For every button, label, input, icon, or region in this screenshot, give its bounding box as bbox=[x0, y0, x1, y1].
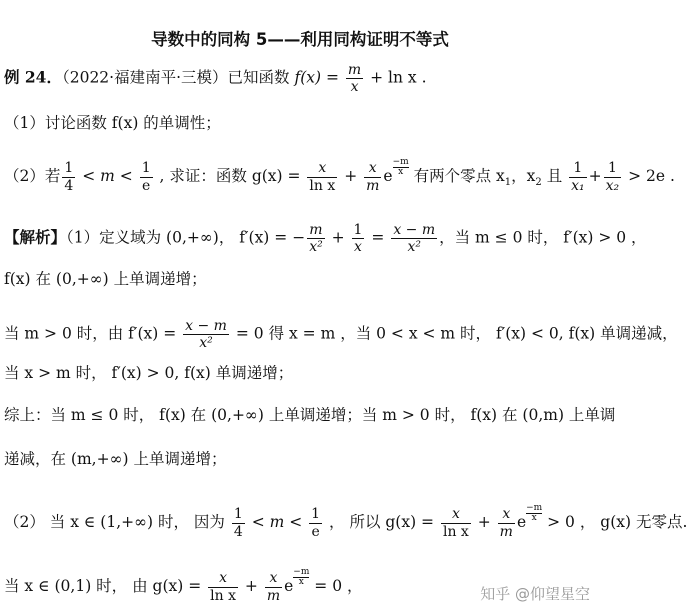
s1-f3d: x² bbox=[407, 239, 421, 256]
s7-frac2 bbox=[309, 506, 322, 539]
example-line bbox=[4, 62, 427, 95]
s8-e: e bbox=[284, 577, 294, 595]
s7-plus: + bbox=[472, 513, 496, 531]
s7-expd: x bbox=[531, 513, 537, 523]
solution-tag: 【解析】 bbox=[4, 227, 67, 247]
fx-fraction bbox=[346, 62, 363, 95]
s8-plus: + bbox=[239, 577, 263, 595]
p2-comma: ，x bbox=[511, 167, 536, 185]
s8-c: = 0 ， bbox=[309, 577, 363, 595]
p2-frac-e bbox=[140, 160, 153, 193]
p2-frac-14-den: 4 bbox=[64, 177, 74, 194]
document-title: 导数中的同构 5——利用同构证明不等式 bbox=[151, 30, 449, 49]
s7-g2 bbox=[498, 506, 515, 539]
p2-exponent bbox=[393, 158, 409, 177]
s8-g1 bbox=[208, 570, 238, 603]
s1-frac2 bbox=[352, 222, 365, 255]
fx-num: m bbox=[347, 62, 362, 78]
s7-exponent bbox=[526, 504, 542, 523]
s3-a: 当 m > 0 时，由 f′(x) = bbox=[4, 324, 182, 343]
p2-sub2: 2 bbox=[535, 177, 542, 188]
example-label: 例 24． bbox=[4, 67, 62, 87]
p2-prove: , 求证：函数 g(x) = bbox=[154, 167, 306, 185]
s8-a: 当 x ∈ (0,1) 时， 由 g(x) = bbox=[4, 577, 207, 595]
solution-line-4: 当 x > m 时， f′(x) > 0, f(x) 单调递增； bbox=[4, 364, 294, 382]
p2-e: e bbox=[383, 167, 393, 185]
s1-f3n: x − m bbox=[393, 222, 436, 238]
p2-g2-num: x bbox=[364, 160, 381, 177]
fx-den: x bbox=[350, 79, 359, 96]
s8-g2d: m bbox=[266, 587, 281, 604]
s1-f1d: x² bbox=[309, 239, 323, 256]
s7-g2d: m bbox=[499, 523, 513, 540]
s8-g1n: x bbox=[208, 570, 238, 587]
s1-eq: = bbox=[366, 228, 390, 247]
p2-g-frac1 bbox=[307, 160, 337, 193]
p2-sum-frac2 bbox=[604, 160, 622, 193]
p2-g2-den: m bbox=[366, 177, 380, 194]
s7-mid: < m < bbox=[246, 513, 308, 531]
solution-line-8 bbox=[4, 568, 363, 604]
p2-sub1: 1 bbox=[504, 177, 512, 188]
s8-g1d: ln x bbox=[210, 587, 236, 604]
s3-b: = 0 得 x = m ，当 0 < x < m 时， f′(x) < 0, f(x) 单调递减， bbox=[230, 324, 678, 343]
p2-mid: < m < bbox=[77, 167, 138, 185]
solution-line-3 bbox=[4, 318, 678, 351]
s7-expn: −m bbox=[526, 503, 543, 513]
fx-tail: + ln x . bbox=[365, 68, 427, 87]
s1-frac1 bbox=[307, 222, 325, 255]
solution-line-7 bbox=[4, 504, 687, 540]
s1-f2d: x bbox=[354, 239, 362, 256]
s8-g2n: x bbox=[265, 570, 282, 587]
s1-frac3 bbox=[391, 222, 437, 255]
s8-expn: −m bbox=[293, 567, 310, 577]
s7-b: ， 所以 g(x) = bbox=[324, 513, 439, 531]
s3-fn: x − m bbox=[185, 318, 227, 334]
s7-f1d: 4 bbox=[233, 523, 243, 540]
p2-sum-num1: 1 bbox=[569, 160, 587, 177]
p2-zeros: 有两个零点 x bbox=[408, 167, 505, 185]
p2-frac-e-num: 1 bbox=[141, 160, 151, 177]
p2-exp-num: −m bbox=[392, 157, 409, 167]
s7-g1 bbox=[441, 506, 471, 539]
s7-frac1 bbox=[232, 506, 245, 539]
example-given: 已知函数 bbox=[227, 68, 290, 87]
s7-e: e bbox=[516, 513, 527, 531]
p2-g-frac2 bbox=[364, 160, 381, 193]
s3-fd: x² bbox=[199, 335, 213, 352]
s3-frac bbox=[183, 318, 229, 351]
p2-sum-den1: x₁ bbox=[571, 177, 585, 194]
solution-line-6: 递减，在 (m,+∞) 上单调递增； bbox=[4, 450, 227, 468]
p2-frac-14 bbox=[62, 160, 75, 193]
p2-gt: > 2e . bbox=[623, 167, 675, 185]
solution-line-1 bbox=[4, 222, 647, 255]
p2-sum-num2: 1 bbox=[604, 160, 622, 177]
s7-c: > 0 ， g(x) 无零点. bbox=[542, 513, 687, 531]
p2-g1-den: ln x bbox=[309, 177, 336, 194]
p2-exp-den: x bbox=[398, 167, 404, 177]
p2-prefix: （2）若 bbox=[4, 167, 61, 185]
s1-b: ，当 m ≤ 0 时， f′(x) > 0 ， bbox=[439, 228, 647, 247]
s7-g1n: x bbox=[441, 506, 471, 523]
p2-and: 且 bbox=[541, 167, 568, 185]
solution-line-2: f(x) 在 (0,+∞) 上单调递增； bbox=[4, 270, 207, 288]
fx-lhs: f(x) = bbox=[294, 68, 344, 87]
p2-sum-frac1 bbox=[569, 160, 587, 193]
s1-a: （1）定义域为 (0,+∞)， f′(x) = − bbox=[66, 228, 306, 247]
part1-question: （1）讨论函数 f(x) 的单调性； bbox=[4, 114, 221, 132]
s1-f2n: 1 bbox=[353, 222, 363, 238]
s7-g2n: x bbox=[498, 506, 515, 523]
s8-exponent bbox=[293, 568, 309, 587]
s8-expd: x bbox=[298, 577, 304, 587]
s7-g1d: ln x bbox=[442, 523, 469, 540]
p2-g1-num: x bbox=[307, 160, 337, 177]
p2-frac-14-num: 1 bbox=[64, 160, 74, 177]
s1-plus: + bbox=[326, 228, 350, 247]
s7-f2d: e bbox=[311, 523, 320, 540]
p2-sum-den2: x₂ bbox=[605, 177, 620, 194]
watermark: 知乎 @仰望星空 bbox=[480, 585, 590, 603]
p2-frac-e-den: e bbox=[142, 177, 151, 194]
s8-g2 bbox=[265, 570, 282, 603]
p2-plus: + bbox=[339, 167, 363, 185]
s7-a: （2） 当 x ∈ (1,+∞) 时， 因为 bbox=[4, 513, 230, 531]
s1-f1n: m bbox=[307, 222, 325, 239]
part2-question: （2）若 $\frac{1}{4}$ < m < $\frac{1}{e}$ , 求证：函数 g(x) = $\frac{x}{\text{ln x}}$ + $\frac{x}{m}$ e $\frac{-m}{x}$ 有两个零点 $x_1$，$x_2$ 且 $\frac{1}{\text{x₁}}$ + $\frac{1}{\text{x₂}}$ > 2e . bbox=[4, 157, 675, 194]
s7-f2n: 1 bbox=[311, 506, 321, 523]
example-source: （2022·福建南平·三模） bbox=[61, 68, 228, 87]
s7-f1n: 1 bbox=[233, 506, 243, 523]
solution-line-5: 综上：当 m ≤ 0 时， f(x) 在 (0,+∞) 上单调递增；当 m > 0 时， f(x) 在 (0,m) 上单调 bbox=[4, 406, 616, 424]
